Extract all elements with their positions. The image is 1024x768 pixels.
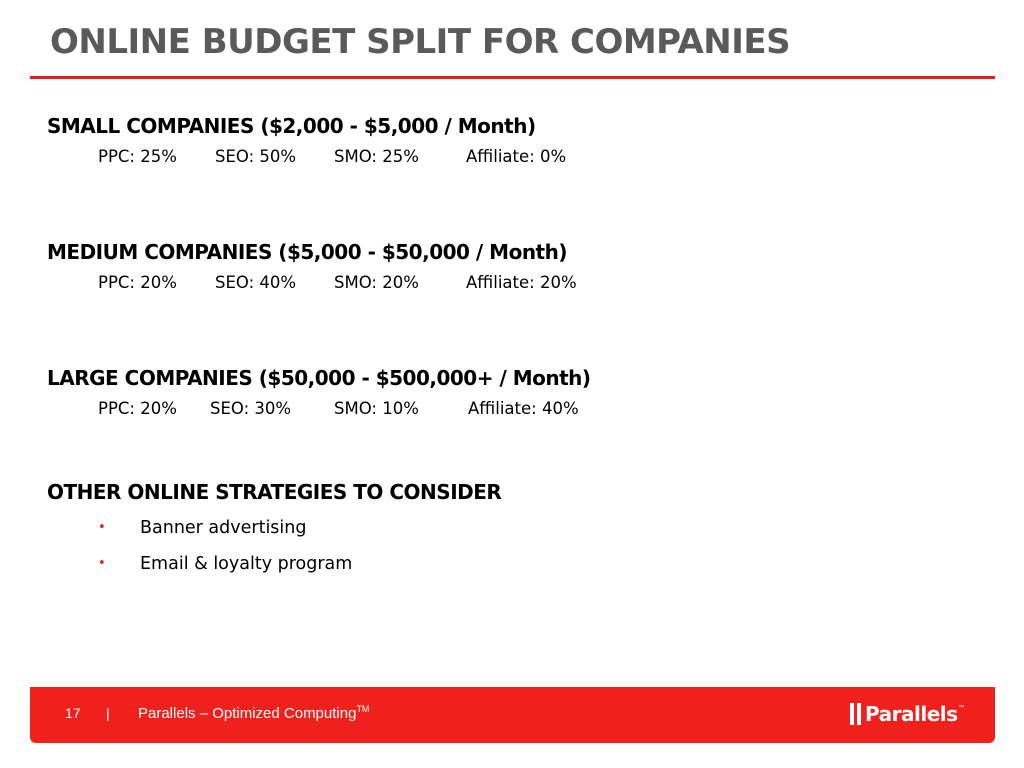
logo-trademark: ™ xyxy=(958,705,965,711)
list-item xyxy=(47,510,987,546)
logo-wordmark: Parallels xyxy=(865,702,958,726)
budget-split-row xyxy=(98,142,987,172)
section-heading: LARGE COMPANIES ($50,000 - $500,000+ / Month) xyxy=(47,366,591,390)
split-affiliate: Affiliate: 0% xyxy=(466,147,567,166)
parallels-logo xyxy=(850,701,965,727)
section-heading: MEDIUM COMPANIES ($5,000 - $50,000 / Month) xyxy=(47,240,567,264)
section-medium-companies xyxy=(47,236,987,298)
bullet-icon: • xyxy=(98,520,106,535)
title-divider xyxy=(30,76,995,79)
split-seo: SEO: 50% xyxy=(215,147,297,166)
trademark-mark: TM xyxy=(356,704,370,714)
slide-footer xyxy=(30,687,995,743)
budget-split-row xyxy=(98,394,987,424)
split-ppc: PPC: 20% xyxy=(98,273,177,292)
page-number: 17 xyxy=(65,705,81,721)
list-item-label: Email & loyalty program xyxy=(140,554,353,574)
list-item xyxy=(47,546,987,582)
strategy-list xyxy=(47,510,987,582)
parallels-bars-icon xyxy=(850,703,861,725)
slide-title: ONLINE BUDGET SPLIT FOR COMPANIES xyxy=(50,22,791,62)
section-heading: SMALL COMPANIES ($2,000 - $5,000 / Month) xyxy=(47,114,536,138)
footer-tagline xyxy=(138,704,369,722)
split-affiliate: Affiliate: 40% xyxy=(468,399,579,418)
section-spacer xyxy=(47,424,987,476)
section-large-companies xyxy=(47,362,987,424)
list-item-label: Banner advertising xyxy=(140,518,307,538)
split-smo: SMO: 20% xyxy=(334,273,419,292)
split-seo: SEO: 30% xyxy=(210,399,292,418)
footer-separator: | xyxy=(106,705,110,721)
section-heading: OTHER ONLINE STRATEGIES TO CONSIDER xyxy=(47,480,502,504)
split-seo: SEO: 40% xyxy=(215,273,297,292)
split-ppc: PPC: 20% xyxy=(98,399,177,418)
split-smo: SMO: 10% xyxy=(334,399,419,418)
section-spacer xyxy=(47,298,987,362)
section-other-strategies xyxy=(47,476,987,582)
split-affiliate: Affiliate: 20% xyxy=(466,273,577,292)
slide-content xyxy=(47,110,987,582)
footer-tagline-text: Parallels – Optimized Computing xyxy=(138,705,357,722)
section-spacer xyxy=(47,172,987,236)
section-small-companies xyxy=(47,110,987,172)
bullet-icon: • xyxy=(98,556,106,571)
split-smo: SMO: 25% xyxy=(334,147,419,166)
budget-split-row xyxy=(98,268,987,298)
split-ppc: PPC: 25% xyxy=(98,147,177,166)
